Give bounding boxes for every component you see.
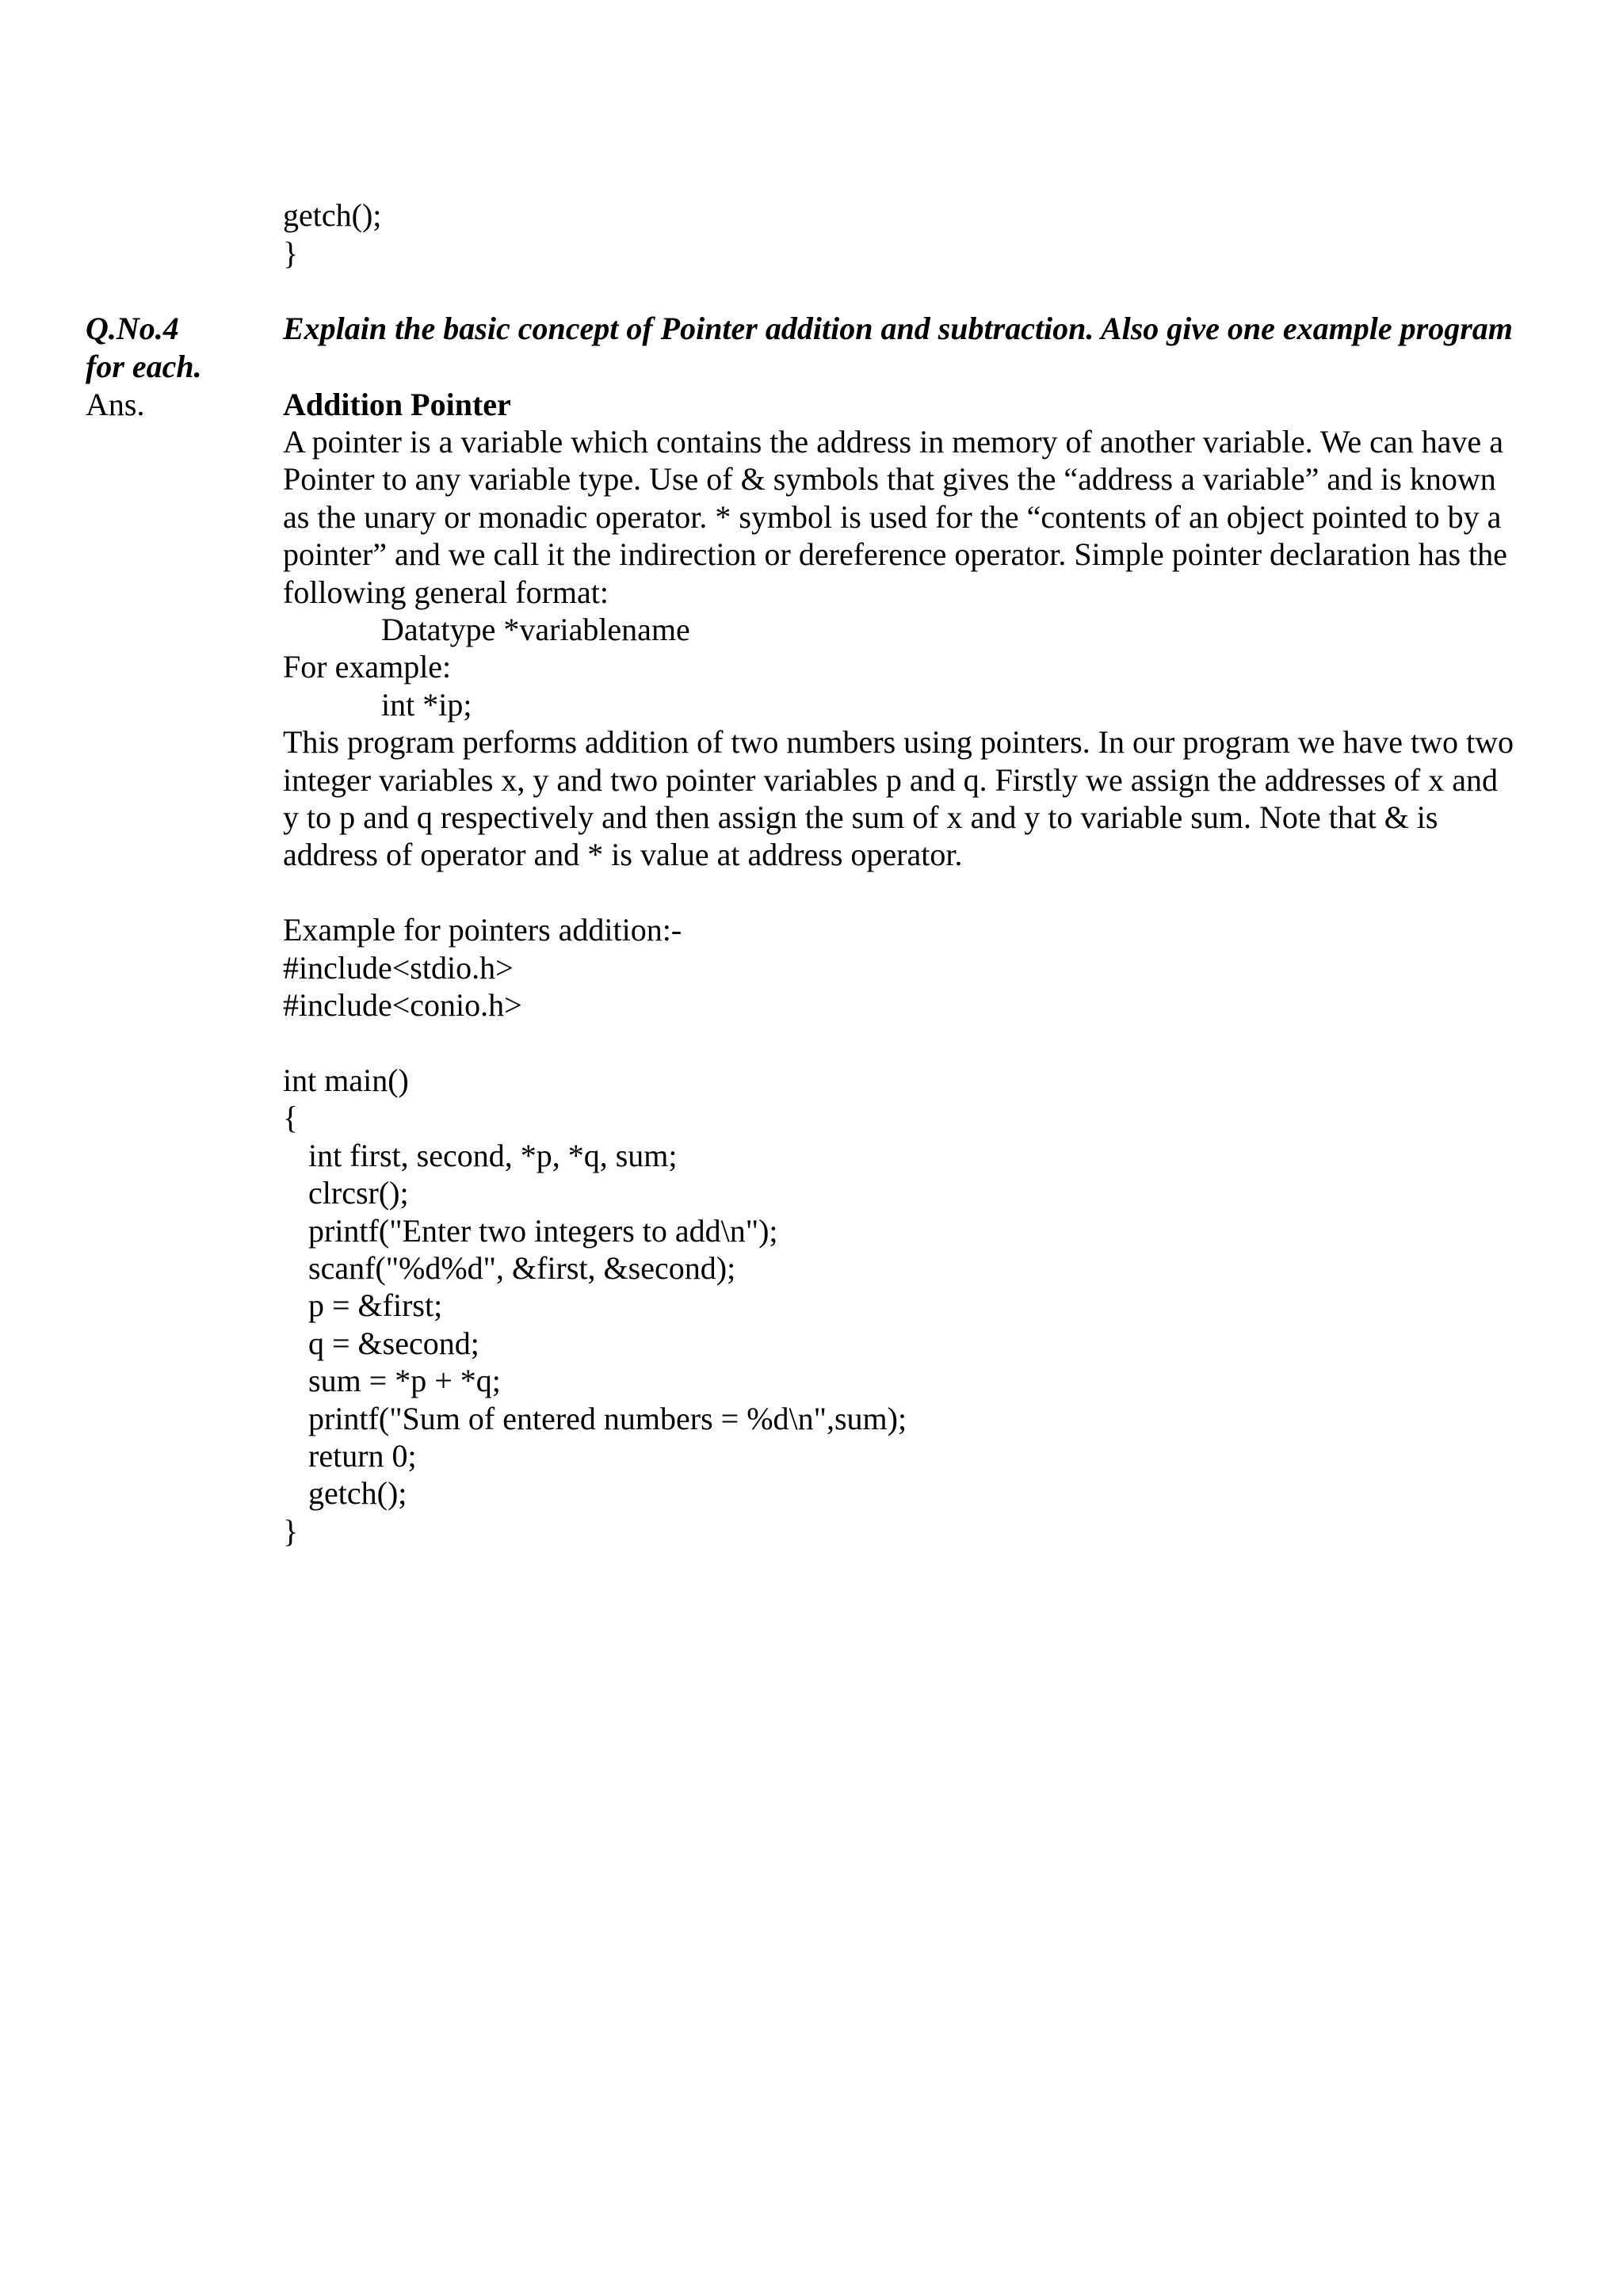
example-title: Example for pointers addition:- (283, 912, 682, 948)
question-number: Q.No.4 (86, 311, 179, 346)
paragraph-line: A pointer is a variable which contains the address in memory of another variable. We can have a (283, 424, 1503, 460)
answer-label: Ans. (86, 387, 145, 422)
close-brace: } (283, 1513, 299, 1549)
include-line: #include<stdio.h> (283, 950, 514, 986)
paragraph-line: address of operator and * is value at address operator. (283, 837, 963, 872)
code-line: scanf("%d%d", &first, &second); (308, 1250, 736, 1286)
paragraph-line: y to p and q respectively and then assign the sum of x and y to variable sum. Note that & is (283, 799, 1438, 835)
section-heading: Addition Pointer (283, 387, 511, 422)
paragraph-line: as the unary or monadic operator. * symbol is used for the “contents of an object pointed to by a (283, 499, 1502, 535)
code-line: p = &first; (308, 1287, 443, 1323)
format-line: Datatype *variablename (381, 612, 690, 647)
paragraph-line: pointer” and we call it the indirection or dereference operator. Simple pointer declaration has the (283, 536, 1507, 572)
paragraph-line: Pointer to any variable type. Use of & symbols that gives the “address a variable” and is known (283, 461, 1496, 497)
code-line: int first, second, *p, *q, sum; (308, 1138, 678, 1173)
question-text-continued: for each. (86, 349, 202, 384)
example-line: int *ip; (381, 687, 472, 723)
code-line: getch(); (308, 1475, 407, 1511)
code-line: printf("Enter two integers to add\n"); (308, 1213, 778, 1249)
paragraph-line: This program performs addition of two numbers using pointers. In our program we have two two (283, 724, 1514, 760)
code-line: clrcsr(); (308, 1175, 409, 1211)
code-line: printf("Sum of entered numbers = %d\n",sum); (308, 1401, 907, 1436)
code-line: } (283, 235, 299, 271)
code-line: sum = *p + *q; (308, 1363, 501, 1398)
code-line: getch(); (283, 197, 382, 233)
paragraph-line: following general format: (283, 574, 609, 610)
example-label: For example: (283, 649, 452, 685)
include-line: #include<conio.h> (283, 987, 522, 1023)
code-line: q = &second; (308, 1325, 479, 1361)
paragraph-line: integer variables x, y and two pointer variables p and q. Firstly we assign the addresses of x and (283, 762, 1498, 798)
open-brace: { (283, 1100, 299, 1135)
question-text: Explain the basic concept of Pointer addition and subtraction. Also give one example program (283, 311, 1513, 346)
main-signature: int main() (283, 1062, 409, 1098)
code-line: return 0; (308, 1438, 417, 1474)
